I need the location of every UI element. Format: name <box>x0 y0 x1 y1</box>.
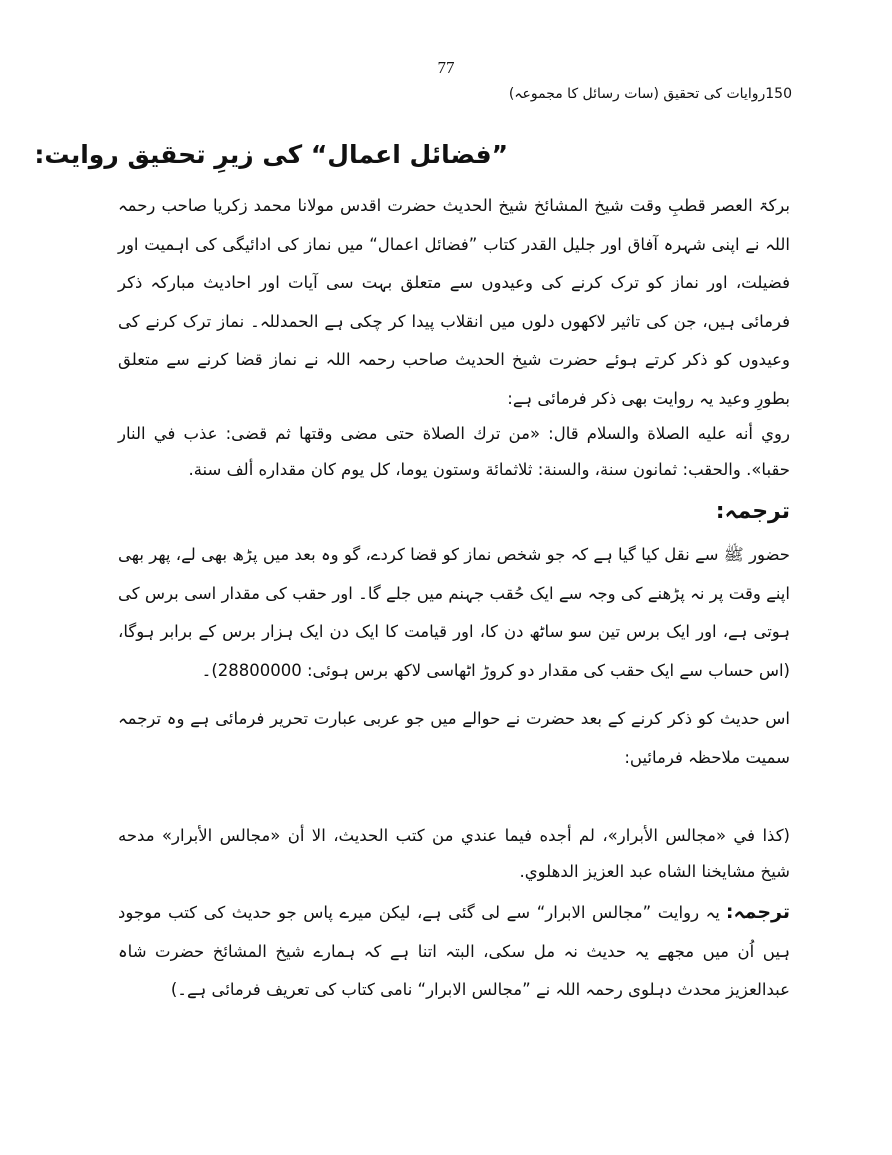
section-heading: ”فضائل اعمال“ کی زیرِ تحقیق روایت: <box>34 140 508 169</box>
translation-heading: ترجمہ: <box>715 499 790 524</box>
translation-paragraph: حضور ﷺ سے نقل کیا گیا ہے کہ جو شخص نماز کو قضا کردے، گو وہ بعد میں پڑھ بھی لے، پھر بھی اپنے وقت پر نہ پڑھنے کی وجہ سے ایک حُقب جہنم میں جلے گا۔ اور حقب کی مقدار اسی برس کی ہوتی ہے، اور ایک برس تین سو ساٹھ دن کا، اور قیامت کا ایک دن ایک ہزار برس کے برابر ہوگا، (اس حساب سے ایک حقب کی مقدار دو کروڑ اٹھاسی لاکھ برس ہوئی: 28800000)۔ <box>118 545 790 680</box>
arabic-hadith-text: روي أنه عليه الصلاة والسلام قال: «من ترك الصلاة حتى مضى وقتها ثم قضى: عذب في النار حقبا». والحقب: ثمانون سنة، والسنة: ثلاثمائة وستون يوما، كل يوم كان مقداره ألف سنة. <box>118 424 790 479</box>
page-number: 77 <box>437 58 455 77</box>
reference-translation-text: یہ روایت ”مجالس الابرار“ سے لی گئی ہے، لیکن میرے پاس جو حدیث کی کتب موجود ہیں اُن میں مجھے یہ حدیث نہ مل سکی، البتہ اتنا ہے کہ ہمارے شیخ المشائخ حضرت شاہ عبدالعزیز محدث دہلوی رحمہ اللہ نے ”مجالس الابرار“ نامی کتاب کی تعریف فرمائی ہے۔) <box>118 903 790 999</box>
running-header: 150روایات کی تحقیق (سات رسائل کا مجموعہ) <box>508 86 792 102</box>
translation-inline-label: ترجمہ: <box>725 901 790 923</box>
intro-paragraph: برکۃ العصر قطبِ وقت شیخ المشائخ شیخ الحدیث حضرت اقدس مولانا محمد زکریا صاحب رحمہ اللہ نے اپنی شہرہ آفاق اور جلیل القدر کتاب ”فضائل اعمال“ میں نماز کی ادائیگی کی اہمیت اور فضیلت، اور نماز کو ترک کرنے کی وعیدوں سے متعلق بہت سی آیات اور احادیث مبارکہ ذکر فرمائی ہیں، جن کی تاثیر لاکھوں دلوں میں انقلاب پیدا کر چکی ہے الحمدللہ۔ نماز ترک کرنے کی وعیدوں کو ذکر کرتے ہوئے حضرت شیخ الحدیث صاحب رحمہ اللہ نے نماز قضا کرنے سے متعلق بطورِ وعید یہ روایت بھی ذکر فرمائی ہے: <box>118 196 790 408</box>
reference-translation-paragraph <box>118 893 790 1010</box>
arabic-reference-text: (كذا في «مجالس الأبرار»، لم أجده فيما عندي من كتب الحديث، الا أن «مجالس الأبرار» مدحه شيخ مشايخنا الشاه عبد العزيز الدهلوي. <box>118 826 790 881</box>
reference-intro-paragraph: اس حدیث کو ذکر کرنے کے بعد حضرت نے حوالے میں جو عربی عبارت تحریر فرمائی ہے وہ ترجمہ سمیت ملاحظہ فرمائیں: <box>118 709 790 767</box>
